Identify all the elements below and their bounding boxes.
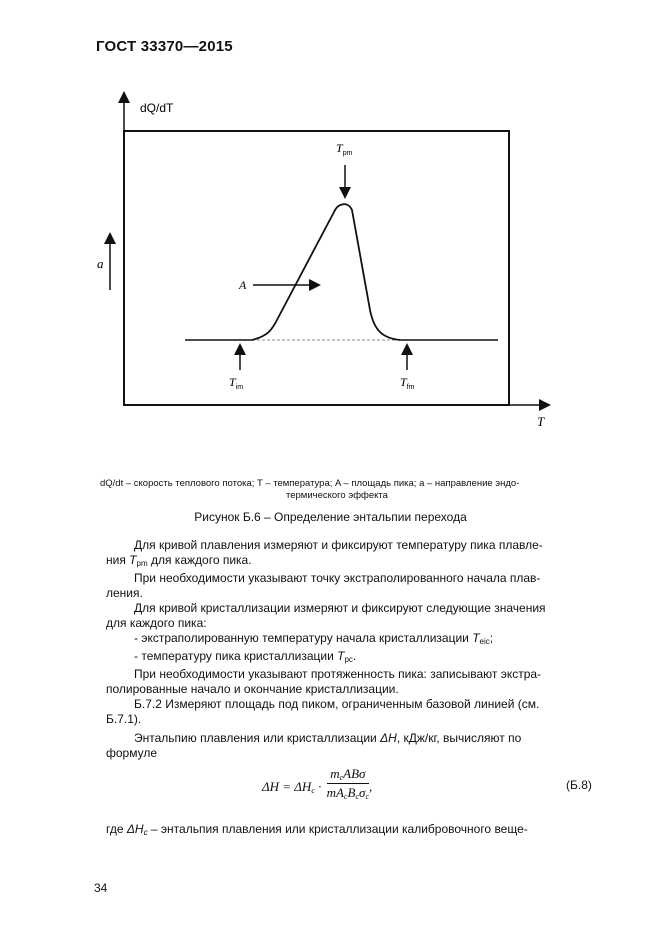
legend-line-1: dQ/dt – скорость теплового потока; T – температура; A – площадь пика; a – направление эндо- bbox=[100, 478, 520, 489]
paragraph-line: При необходимости указывают протяженность пика: записывают экстра- bbox=[134, 667, 542, 681]
paragraph-line: ния $T_{pm}$ для каждого пика. bbox=[106, 553, 252, 568]
peak-curve bbox=[252, 204, 400, 340]
document-header: ГОСТ 33370—2015 bbox=[96, 38, 233, 55]
paragraph-line: формуле bbox=[106, 746, 158, 760]
y-axis-label: dQ/dT bbox=[140, 101, 174, 115]
list-item: - температуру пика кристаллизации $T_{pc}$. bbox=[134, 649, 357, 664]
paragraph-line: Энтальпию плавления или кристаллизации ΔH, кДж/кг, вычисляют по bbox=[134, 731, 522, 745]
paragraph-line: полированные начало и окончание кристаллизации. bbox=[106, 682, 399, 696]
side-label: a bbox=[97, 256, 104, 271]
end-temp-label: $T_{fm}$ bbox=[400, 375, 415, 391]
peak-temp-label: $T_{pm}$ bbox=[336, 141, 353, 157]
paragraph-line: Для кривой плавления измеряют и фиксируют температуру пика плавле- bbox=[134, 538, 543, 552]
formula-b8: $\Delta H = \Delta H_c$ · $m_cAB\sigma$ $mA_cB_c\sigma_c$ , bbox=[262, 766, 373, 801]
list-item: - экстраполированную температуру начала кристаллизации $T_{eic}$; bbox=[134, 631, 494, 646]
paragraph-line: для каждого пика: bbox=[106, 616, 207, 630]
plot-frame bbox=[124, 131, 509, 405]
legend-line-2: термического эффекта bbox=[286, 490, 388, 501]
page-number: 34 bbox=[94, 881, 108, 895]
where-line: где $\Delta H_c$ – энтальпия плавления или кристаллизации калибровочного веще- bbox=[106, 822, 528, 837]
paragraph-line: Б.7.2 Измеряют площадь под пиком, ограниченным базовой линией (см. bbox=[134, 697, 540, 711]
paragraph-line: Для кривой кристаллизации измеряют и фиксируют следующие значения bbox=[134, 601, 546, 615]
figure-caption: Рисунок Б.6 – Определение энтальпии перехода bbox=[194, 510, 467, 524]
onset-temp-label: $T_{im}$ bbox=[229, 375, 244, 391]
formula-number: (Б.8) bbox=[566, 778, 592, 792]
paragraph-line: При необходимости указывают точку экстраполированного начала плав- bbox=[134, 571, 541, 585]
body-text bbox=[106, 538, 598, 761]
paragraph-line: Б.7.1). bbox=[106, 712, 142, 726]
area-label: A bbox=[239, 278, 247, 292]
paragraph-line: ления. bbox=[106, 586, 143, 600]
figure-legend bbox=[100, 478, 600, 502]
x-axis-label: T bbox=[537, 414, 545, 429]
